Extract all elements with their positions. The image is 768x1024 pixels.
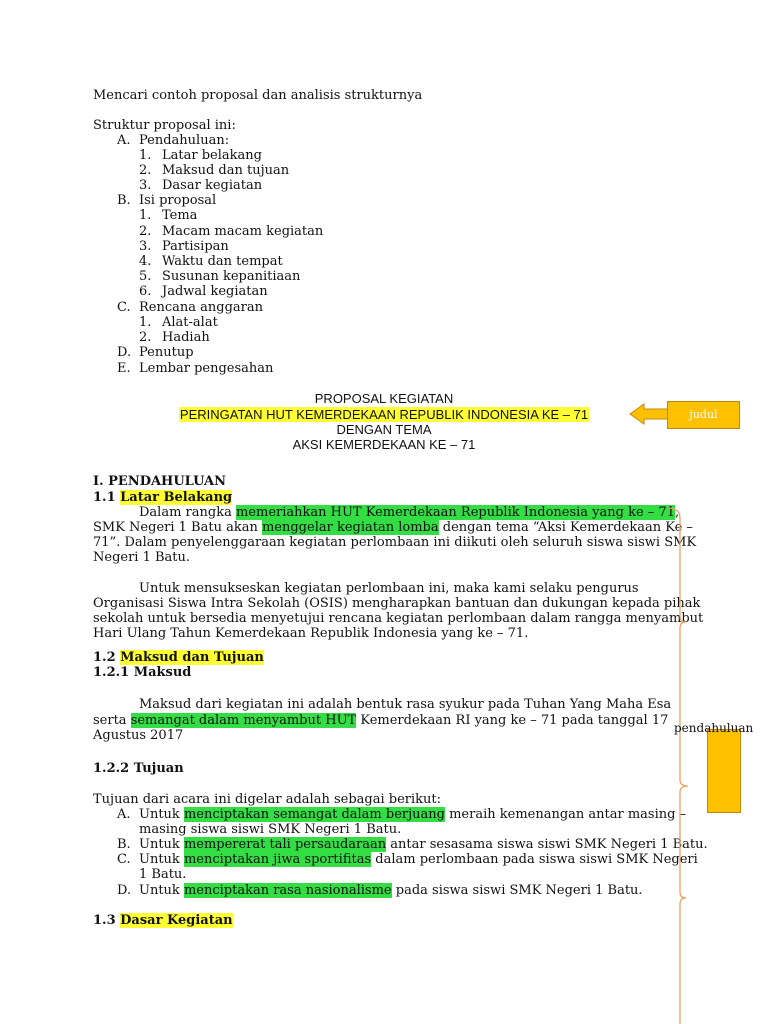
paragraph-line: Agustus 2017 bbox=[93, 728, 184, 743]
text-run: SMK Negeri 1 Batu akan bbox=[93, 520, 262, 535]
outline-marker: E. bbox=[117, 361, 131, 376]
subsection-number: 1.1 bbox=[93, 490, 121, 505]
list-marker: B. bbox=[117, 837, 131, 852]
left-arrow-icon bbox=[628, 402, 670, 426]
outline-sub-num: 1. bbox=[139, 148, 152, 163]
text-run: Kemerdekaan RI yang ke – 71 pada tanggal 17 bbox=[356, 713, 669, 728]
subsection-title-highlight: Latar Belakang bbox=[120, 490, 233, 505]
highlight-green: menciptakan rasa nasionalisme bbox=[183, 883, 392, 898]
brace-bracket-icon bbox=[650, 500, 710, 1024]
outline-item: Penutup bbox=[139, 345, 194, 360]
paragraph-line: Negeri 1 Batu. bbox=[93, 550, 191, 565]
list-marker: C. bbox=[117, 852, 131, 867]
judul-annotation-box: judul bbox=[667, 401, 740, 429]
outline-sub-num: 1. bbox=[139, 208, 152, 223]
pendahuluan-annotation-label: pendahuluan bbox=[674, 721, 754, 735]
text-run: Untuk bbox=[139, 807, 184, 822]
text-run: Untuk bbox=[139, 883, 184, 898]
subsection-title-highlight: Maksud dan Tujuan bbox=[120, 650, 264, 665]
outline-sub-num: 4. bbox=[139, 254, 152, 269]
outline-subitem: Waktu dan tempat bbox=[162, 254, 283, 269]
subsection-1-2-1: 1.2.1 Maksud bbox=[93, 665, 192, 680]
outline-sub-num: 3. bbox=[139, 178, 152, 193]
outline-marker: D. bbox=[117, 345, 132, 360]
outline-sub-num: 2. bbox=[139, 163, 152, 178]
paragraph-line: Hari Ulang Tahun Kemerdekaan Republik Indonesia yang ke – 71. bbox=[93, 626, 529, 641]
paragraph-line: Organisasi Siswa Intra Sekolah (OSIS) mengharapkan bantuan dan dukungan kepada pihak bbox=[93, 596, 701, 611]
subsection-1-2-2: 1.2.2 Tujuan bbox=[93, 761, 184, 776]
struktur-label: Struktur proposal ini: bbox=[93, 118, 236, 133]
list-item-cont: 1 Batu. bbox=[139, 867, 187, 882]
highlight-green: memeriahkan HUT Kemerdekaan Republik Indonesia yang ke – 71 bbox=[235, 505, 675, 520]
subsection-title-highlight: Dasar Kegiatan bbox=[120, 913, 233, 928]
highlight-green: menciptakan semangat dalam berjuang bbox=[183, 807, 445, 822]
outline-item: Lembar pengesahan bbox=[139, 361, 274, 376]
outline-item: Pendahuluan: bbox=[139, 133, 230, 148]
outline-marker: B. bbox=[117, 193, 131, 208]
list-marker: A. bbox=[117, 807, 131, 822]
paragraph-line: Maksud dari kegiatan ini adalah bentuk rasa syukur pada Tuhan Yang Maha Esa bbox=[139, 697, 672, 712]
outline-marker: A. bbox=[117, 133, 131, 148]
highlight-green: menggelar kegiatan lomba bbox=[261, 520, 439, 535]
outline-sub-num: 1. bbox=[139, 315, 152, 330]
text-run: serta bbox=[93, 713, 131, 728]
outline-item: Rencana anggaran bbox=[139, 300, 263, 315]
outline-sub-num: 5. bbox=[139, 269, 152, 284]
text-run: Dalam rangka bbox=[139, 505, 236, 520]
text-run: dengan tema “Aksi Kemerdekaan Ke – bbox=[438, 520, 693, 535]
subsection-number: 1.2 bbox=[93, 650, 121, 665]
text-run: pada siswa siswi SMK Negeri 1 Batu. bbox=[391, 883, 643, 898]
text-run: , bbox=[674, 505, 680, 520]
text-run: antar sesasama siswa siswi SMK Negeri 1 Batu. bbox=[386, 837, 708, 852]
outline-subitem: Macam macam kegiatan bbox=[162, 224, 324, 239]
outline-subitem: Susunan kepanitiaan bbox=[162, 269, 301, 284]
outline-item: Isi proposal bbox=[139, 193, 217, 208]
outline-subitem: Dasar kegiatan bbox=[162, 178, 263, 193]
subsection-number: 1.3 bbox=[93, 913, 121, 928]
subsection-1-3 bbox=[93, 913, 233, 928]
list-marker: D. bbox=[117, 883, 132, 898]
list-item bbox=[139, 807, 686, 822]
outline-subitem: Hadiah bbox=[162, 330, 210, 345]
outline-subitem: Alat-alat bbox=[162, 315, 218, 330]
outline-subitem: Tema bbox=[162, 208, 198, 223]
paragraph-line: 71”. Dalam penyelenggaraan kegiatan perlombaan ini diikuti oleh seluruh siswa siswi SMK bbox=[93, 535, 697, 550]
outline-sub-num: 2. bbox=[139, 330, 152, 345]
outline-subitem: Maksud dan tujuan bbox=[162, 163, 290, 178]
text-run: meraih kemenangan antar masing – bbox=[444, 807, 687, 822]
list-item bbox=[139, 837, 708, 852]
doc-title: Mencari contoh proposal dan analisis strukturnya bbox=[93, 88, 423, 103]
list-item-cont: masing siswa siswi SMK Negeri 1 Batu. bbox=[139, 822, 402, 837]
subsection-1-2 bbox=[93, 650, 264, 665]
outline-sub-num: 3. bbox=[139, 239, 152, 254]
outline-subitem: Jadwal kegiatan bbox=[162, 284, 268, 299]
text-run: dalam perlombaan pada siswa siswi SMK Negeri bbox=[371, 852, 698, 867]
outline-sub-num: 2. bbox=[139, 224, 152, 239]
list-item bbox=[139, 852, 698, 867]
outline-sub-num: 6. bbox=[139, 284, 152, 299]
paragraph-line: Tujuan dari acara ini digelar adalah sebagai berikut: bbox=[93, 792, 442, 807]
paragraph-line bbox=[93, 713, 668, 728]
highlight-green: semangat dalam menyambut HUT bbox=[130, 713, 357, 728]
text-run: Untuk bbox=[139, 837, 184, 852]
section-heading: I. PENDAHULUAN bbox=[93, 474, 227, 489]
proposal-title-line3: DENGAN TEMA bbox=[336, 422, 432, 437]
highlight-green: mempererat tali persaudaraan bbox=[183, 837, 387, 852]
outline-subitem: Latar belakang bbox=[162, 148, 262, 163]
proposal-title-highlight: PERINGATAN HUT KEMERDEKAAN REPUBLIK INDONESIA KE – 71 bbox=[179, 407, 589, 422]
text-run: Untuk bbox=[139, 852, 184, 867]
subsection-1-1 bbox=[93, 490, 232, 505]
highlight-green: menciptakan jiwa sportifitas bbox=[183, 852, 372, 867]
pendahuluan-annotation-box bbox=[707, 729, 741, 813]
paragraph-line: Untuk mensukseskan kegiatan perlombaan ini, maka kami selaku pengurus bbox=[139, 581, 639, 596]
outline-subitem: Partisipan bbox=[162, 239, 229, 254]
paragraph-line bbox=[139, 505, 679, 520]
paragraph-line: sekolah untuk bersedia menyetujui rencana kegiatan perlombaan dalam rangga menyambut bbox=[93, 611, 704, 626]
proposal-title-line1: PROPOSAL KEGIATAN bbox=[314, 391, 454, 406]
list-item bbox=[139, 883, 643, 898]
paragraph-line bbox=[93, 520, 693, 535]
outline-marker: C. bbox=[117, 300, 131, 315]
proposal-title-line4: AKSI KEMERDEKAAN KE – 71 bbox=[292, 437, 476, 452]
